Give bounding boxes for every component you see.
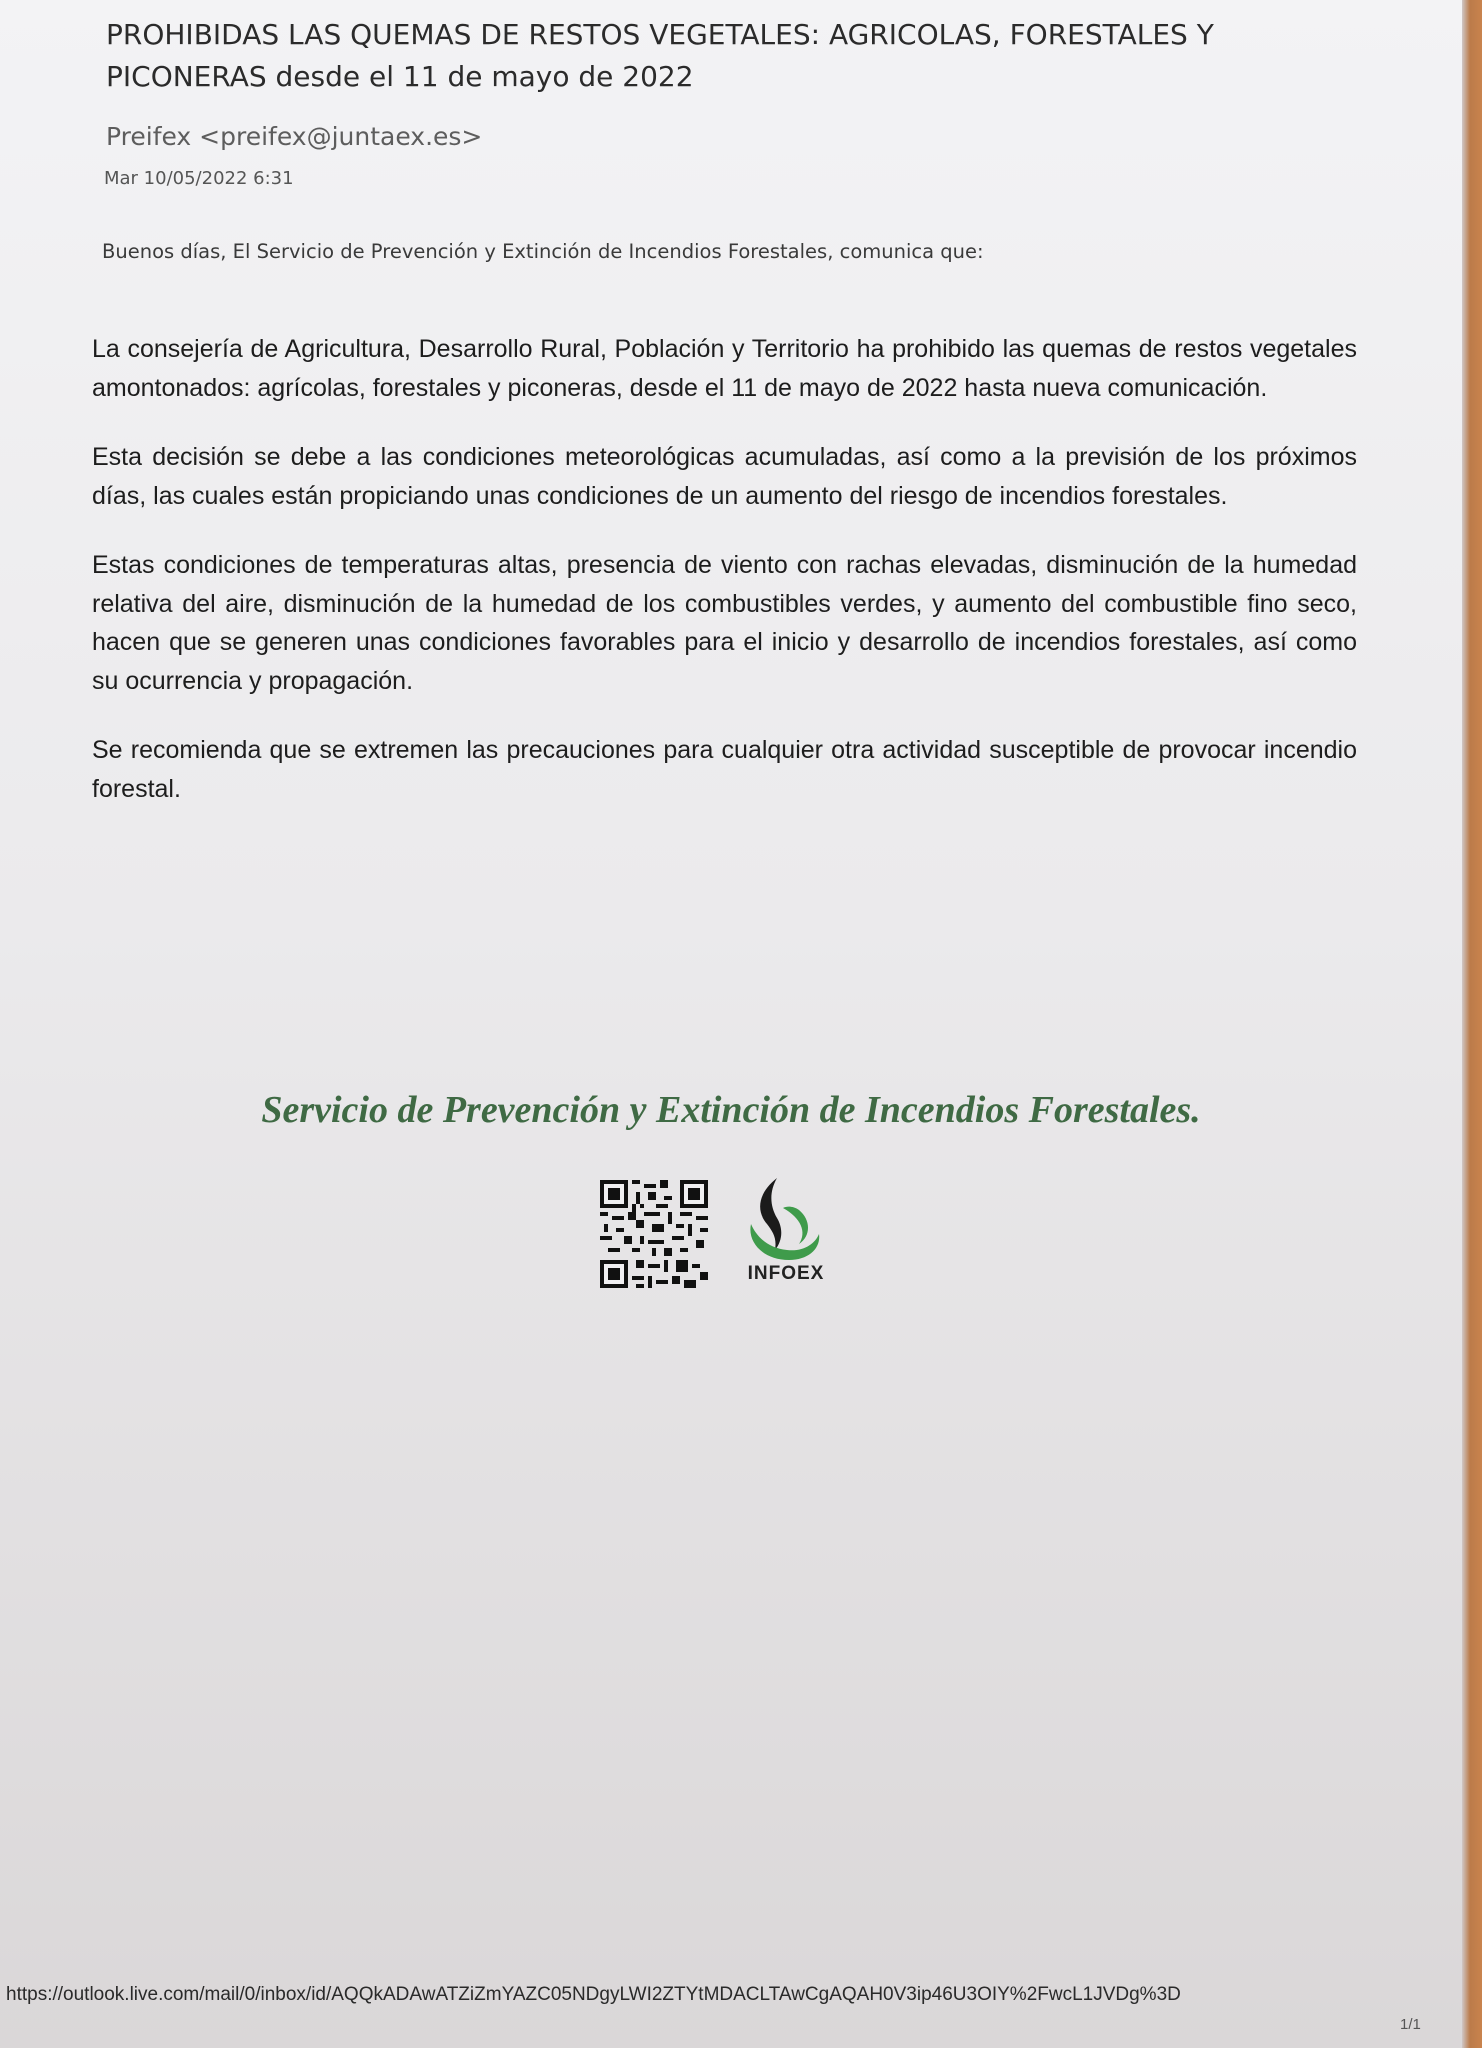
email-sender: Preifex <preifex@juntaex.es> (106, 122, 483, 151)
body-paragraph: La consejería de Agricultura, Desarrollo Rural, Población y Territorio ha prohibido las quemas de restos vegetales amontonados: agrícolas, forestales y piconeras, desde el 11 de mayo de 2022 hasta nueva comunicación. (92, 335, 1357, 402)
body-paragraph: Esta decisión se debe a las condiciones meteorológicas acumuladas, así como a la previsión de los próximos días, las cuales están propiciando unas condiciones de un aumento del riesgo de incendios forestales. (92, 443, 1357, 510)
email-date: Mar 10/05/2022 6:31 (104, 168, 294, 189)
body-paragraph: Se recomienda que se extremen las precauciones para cualquier otra actividad susceptible de provocar incendio forestal. (92, 736, 1357, 803)
print-footer-url: https://outlook.live.com/mail/0/inbox/id/AQQkADAwATZiZmYAZC05NDgyLWI2ZTYtMDACLTAwCgAQAH0V3ip46U3OIY%2FwcL1JVDg%3D (6, 1984, 1181, 2005)
email-greeting: Buenos días, El Servicio de Prevención y Extinción de Incendios Forestales, comunica que: (102, 240, 984, 263)
email-body (92, 330, 1357, 839)
table-edge (1462, 0, 1482, 2048)
infoex-logo-label: INFOEX (747, 1263, 825, 1284)
qr-code-icon (600, 1180, 708, 1288)
email-signature: Servicio de Prevención y Extinción de Incendios Forestales. (261, 1089, 1201, 1131)
print-page-number: 1/1 (1400, 2016, 1421, 2033)
email-subject: PROHIBIDAS LAS QUEMAS DE RESTOS VEGETALES: AGRICOLAS, FORESTALES Y PICONERAS desde el 11 de mayo de 2022 (106, 18, 1214, 93)
body-paragraph: Estas condiciones de temperaturas altas, presencia de viento con rachas elevadas, disminución de la humedad relativa del aire, disminución de la humedad de los combustibles verdes, y aumento del combustible fino seco, hacen que se generen unas condiciones favorables para el inicio y desarrollo de incendios forestales, así como su ocurrencia y propagación. (92, 551, 1357, 695)
